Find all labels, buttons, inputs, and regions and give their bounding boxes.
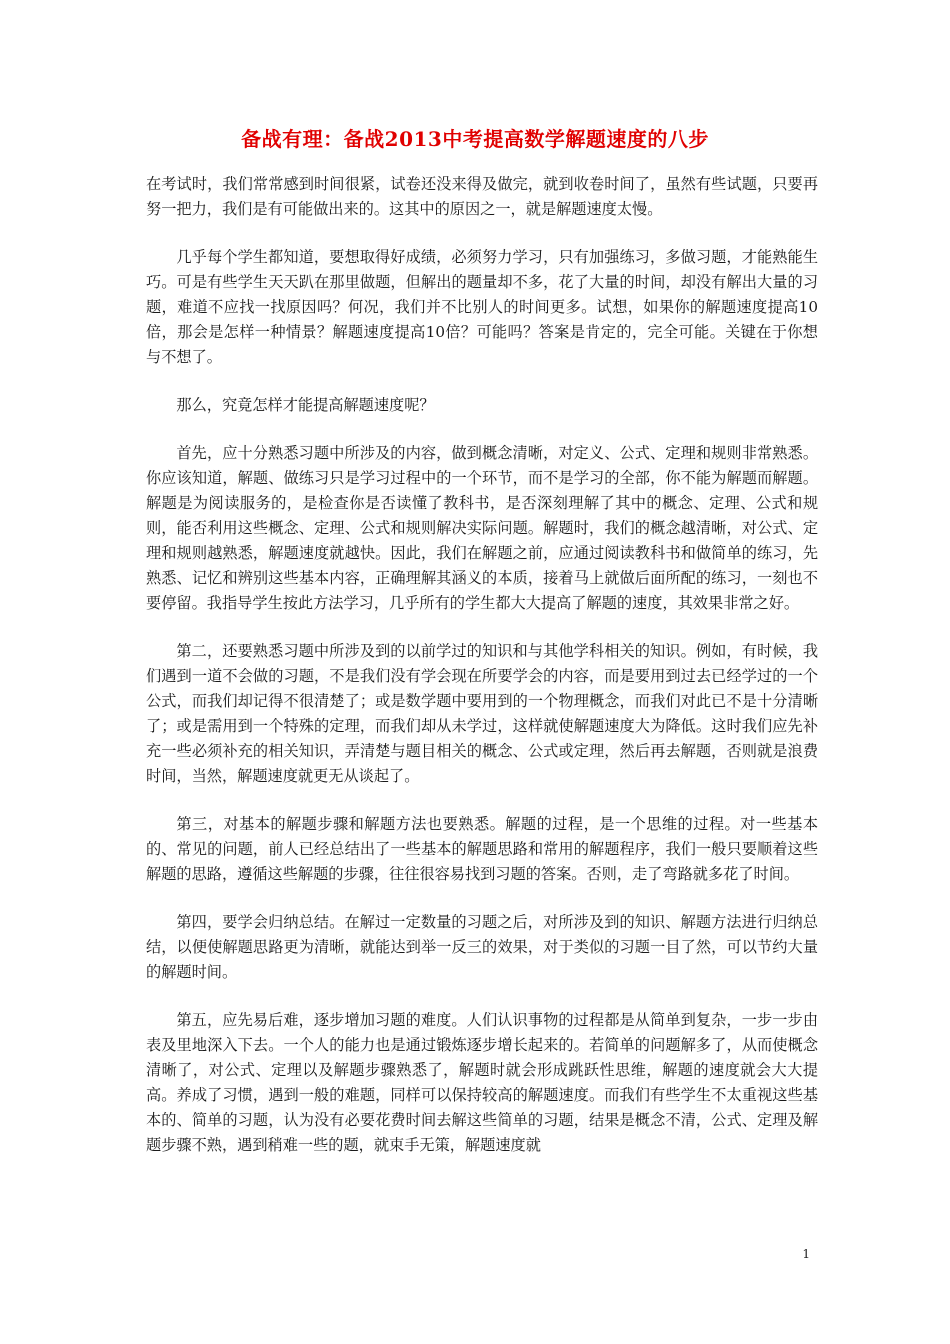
paragraph-motivation: 几乎每个学生都知道，要想取得好成绩，必须努力学习，只有加强练习，多做习题，才能熟能生巧。可是有些学生天天趴在那里做题，但解出的题量却不多，花了大量的时间，却没有解出大量的习题，难道不应找一找原因吗？何况，我们并不比别人的时间更多。试想，如果你的解题速度提高10倍，那会是怎样一种情景？解题速度提高10倍？可能吗？答案是肯定的，完全可能。关键在于你想与不想了。 [146, 248, 818, 366]
paragraph-step-2: 第二，还要熟悉习题中所涉及到的以前学过的知识和与其他学科相关的知识。例如，有时候，我们遇到一道不会做的习题，不是我们没有学会现在所要学会的内容，而是要用到过去已经学过的一个公式，而我们却记得不很清楚了；或是数学题中要用到的一个物理概念，而我们对此已不是十分清晰了；或是需用到一个特殊的定理，而我们却从未学过，这样就使解题速度大为降低。这时我们应先补充一些必须补充的相关知识，弄清楚与题目相关的概念、公式或定理，然后再去解题，否则就是浪费时间，当然，解题速度就更无从谈起了。 [146, 642, 818, 785]
document-body [146, 172, 818, 1181]
page-number: 1 [802, 1247, 810, 1261]
paragraph-step-3: 第三，对基本的解题步骤和解题方法也要熟悉。解题的过程，是一个思维的过程。对一些基本的、常见的问题，前人已经总结出了一些基本的解题思路和常用的解题程序，我们一般只要顺着这些解题的思路，遵循这些解题的步骤，往往很容易找到习题的答案。否则，走了弯路就多花了时间。 [146, 815, 818, 883]
paragraph-step-4: 第四，要学会归纳总结。在解过一定数量的习题之后，对所涉及到的知识、解题方法进行归纳总结，以便使解题思路更为清晰，就能达到举一反三的效果，对于类似的习题一目了然，可以节约大量的解题时间。 [146, 913, 818, 981]
document-title: 备战有理：备战2013中考提高数学解题速度的八步 [241, 127, 709, 151]
paragraph-step-5: 第五，应先易后难，逐步增加习题的难度。人们认识事物的过程都是从简单到复杂，一步一步由表及里地深入下去。一个人的能力也是通过锻炼逐步增长起来的。若简单的问题解多了，从而使概念清晰了，对公式、定理以及解题步骤熟悉了，解题时就会形成跳跃性思维，解题的速度就会大大提高。养成了习惯，遇到一般的难题，同样可以保持较高的解题速度。而我们有些学生不太重视这些基本的、简单的习题，认为没有必要花费时间去解这些简单的习题，结果是概念不清，公式、定理及解题步骤不熟，遇到稍难一些的题，就束手无策，解题速度就 [146, 1011, 818, 1154]
paragraph-step-1: 首先，应十分熟悉习题中所涉及的内容，做到概念清晰，对定义、公式、定理和规则非常熟悉。你应该知道，解题、做练习只是学习过程中的一个环节，而不是学习的全部，你不能为解题而解题。解题是为阅读服务的，是检查你是否读懂了教科书，是否深刻理解了其中的概念、定理、公式和规则，能否利用这些概念、定理、公式和规则解决实际问题。解题时，我们的概念越清晰，对公式、定理和规则越熟悉，解题速度就越快。因此，我们在解题之前，应通过阅读教科书和做简单的练习，先熟悉、记忆和辨别这些基本内容，正确理解其涵义的本质，接着马上就做后面所配的练习，一刻也不要停留。我指导学生按此方法学习，几乎所有的学生都大大提高了解题的速度，其效果非常之好。 [146, 444, 818, 612]
paragraph-intro: 在考试时，我们常常感到时间很紧，试卷还没来得及做完，就到收卷时间了，虽然有些试题，只要再努一把力，我们是有可能做出来的。这其中的原因之一，就是解题速度太慢。 [146, 175, 818, 218]
paragraph-question: 那么，究竟怎样才能提高解题速度呢？ [176, 396, 435, 414]
